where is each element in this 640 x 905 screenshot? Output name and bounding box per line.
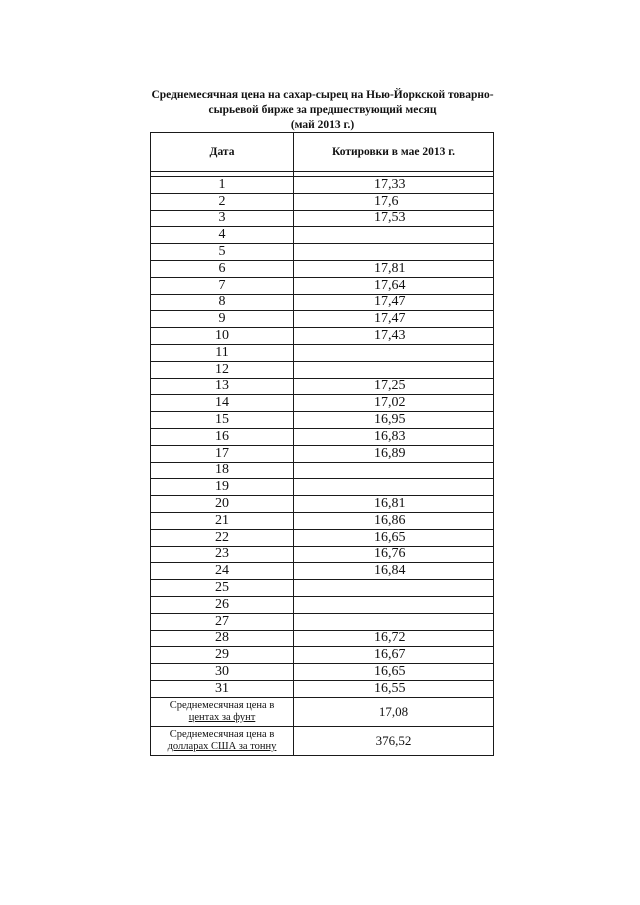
quotes-column-header: Котировки в мае 2013 г. <box>294 133 494 172</box>
price-cell: 17,47 <box>294 311 494 328</box>
day-cell: 30 <box>151 664 294 681</box>
price-cell: 17,33 <box>294 177 494 194</box>
day-cell: 23 <box>151 546 294 563</box>
table-row <box>151 496 494 513</box>
day-cell: 11 <box>151 344 294 361</box>
day-cell: 27 <box>151 613 294 630</box>
table-row <box>151 395 494 412</box>
table-row <box>151 344 494 361</box>
table-row <box>151 546 494 563</box>
day-cell: 1 <box>151 177 294 194</box>
table-row <box>151 210 494 227</box>
table-row <box>151 378 494 395</box>
table-row <box>151 664 494 681</box>
day-cell: 4 <box>151 227 294 244</box>
day-cell: 14 <box>151 395 294 412</box>
summary-label-cell <box>151 726 294 755</box>
day-cell: 12 <box>151 361 294 378</box>
day-cell: 29 <box>151 647 294 664</box>
summary-label-line-2: долларах США за тонну <box>167 740 277 752</box>
table-row <box>151 613 494 630</box>
price-cell: 16,65 <box>294 664 494 681</box>
table-row <box>151 647 494 664</box>
table-row <box>151 630 494 647</box>
price-cell: 16,95 <box>294 412 494 429</box>
price-cell: 17,53 <box>294 210 494 227</box>
price-cell: 16,86 <box>294 512 494 529</box>
day-cell: 6 <box>151 260 294 277</box>
price-cell: 17,64 <box>294 277 494 294</box>
day-cell: 24 <box>151 563 294 580</box>
title-line-3: (май 2013 г.) <box>290 119 355 131</box>
title-line-1: Среднемесячная цена на сахар-сырец на Нью-Йоркской товарно- <box>151 89 494 101</box>
price-cell: 17,47 <box>294 294 494 311</box>
day-cell: 7 <box>151 277 294 294</box>
table-row <box>151 428 494 445</box>
day-cell: 18 <box>151 462 294 479</box>
table-row <box>151 260 494 277</box>
table-row <box>151 479 494 496</box>
summary-label-line-1: Среднемесячная цена в <box>169 699 275 711</box>
price-cell: 16,84 <box>294 563 494 580</box>
table-row <box>151 311 494 328</box>
summary-row <box>151 726 494 755</box>
table-row <box>151 445 494 462</box>
price-cell <box>294 361 494 378</box>
table-row <box>151 277 494 294</box>
day-cell: 28 <box>151 630 294 647</box>
table-row <box>151 294 494 311</box>
day-cell: 21 <box>151 512 294 529</box>
table-row <box>151 177 494 194</box>
price-cell: 17,81 <box>294 260 494 277</box>
price-cell: 16,55 <box>294 680 494 697</box>
price-cell: 16,81 <box>294 496 494 513</box>
day-cell: 13 <box>151 378 294 395</box>
price-cell <box>294 227 494 244</box>
price-cell <box>294 462 494 479</box>
table-row <box>151 529 494 546</box>
price-cell: 16,72 <box>294 630 494 647</box>
price-cell <box>294 344 494 361</box>
table-row <box>151 512 494 529</box>
table-header-row <box>151 133 494 172</box>
day-cell: 5 <box>151 244 294 261</box>
day-cell: 2 <box>151 193 294 210</box>
table-row <box>151 193 494 210</box>
day-cell: 17 <box>151 445 294 462</box>
day-cell: 31 <box>151 680 294 697</box>
table-row <box>151 596 494 613</box>
day-cell: 15 <box>151 412 294 429</box>
day-cell: 22 <box>151 529 294 546</box>
date-column-header: Дата <box>151 133 294 172</box>
price-cell: 16,76 <box>294 546 494 563</box>
table-row <box>151 244 494 261</box>
table-row <box>151 680 494 697</box>
table-body <box>151 172 494 756</box>
price-cell: 16,89 <box>294 445 494 462</box>
day-cell: 16 <box>151 428 294 445</box>
table-row <box>151 462 494 479</box>
day-cell: 8 <box>151 294 294 311</box>
summary-label-line-1: Среднемесячная цена в <box>169 728 275 740</box>
table-row <box>151 580 494 597</box>
table-row <box>151 563 494 580</box>
table-row <box>151 227 494 244</box>
price-cell: 16,65 <box>294 529 494 546</box>
price-cell: 17,02 <box>294 395 494 412</box>
title-line-2: сырьевой бирже за предшествующий месяц <box>208 104 437 116</box>
table-row <box>151 361 494 378</box>
price-cell: 17,25 <box>294 378 494 395</box>
price-cell: 16,67 <box>294 647 494 664</box>
price-cell <box>294 596 494 613</box>
price-cell <box>294 479 494 496</box>
summary-label-cell <box>151 697 294 726</box>
day-cell: 20 <box>151 496 294 513</box>
table-row <box>151 412 494 429</box>
day-cell: 25 <box>151 580 294 597</box>
day-cell: 3 <box>151 210 294 227</box>
price-cell <box>294 580 494 597</box>
summary-row <box>151 697 494 726</box>
summary-value-cell: 17,08 <box>294 697 494 726</box>
day-cell: 26 <box>151 596 294 613</box>
day-cell: 19 <box>151 479 294 496</box>
price-cell <box>294 613 494 630</box>
price-cell: 16,83 <box>294 428 494 445</box>
table-row <box>151 328 494 345</box>
day-cell: 10 <box>151 328 294 345</box>
sugar-price-table <box>150 132 494 756</box>
document-title <box>150 88 495 133</box>
summary-label-line-2: центах за фунт <box>188 711 256 723</box>
price-cell <box>294 244 494 261</box>
summary-value-cell: 376,52 <box>294 726 494 755</box>
price-cell: 17,43 <box>294 328 494 345</box>
day-cell: 9 <box>151 311 294 328</box>
price-cell: 17,6 <box>294 193 494 210</box>
